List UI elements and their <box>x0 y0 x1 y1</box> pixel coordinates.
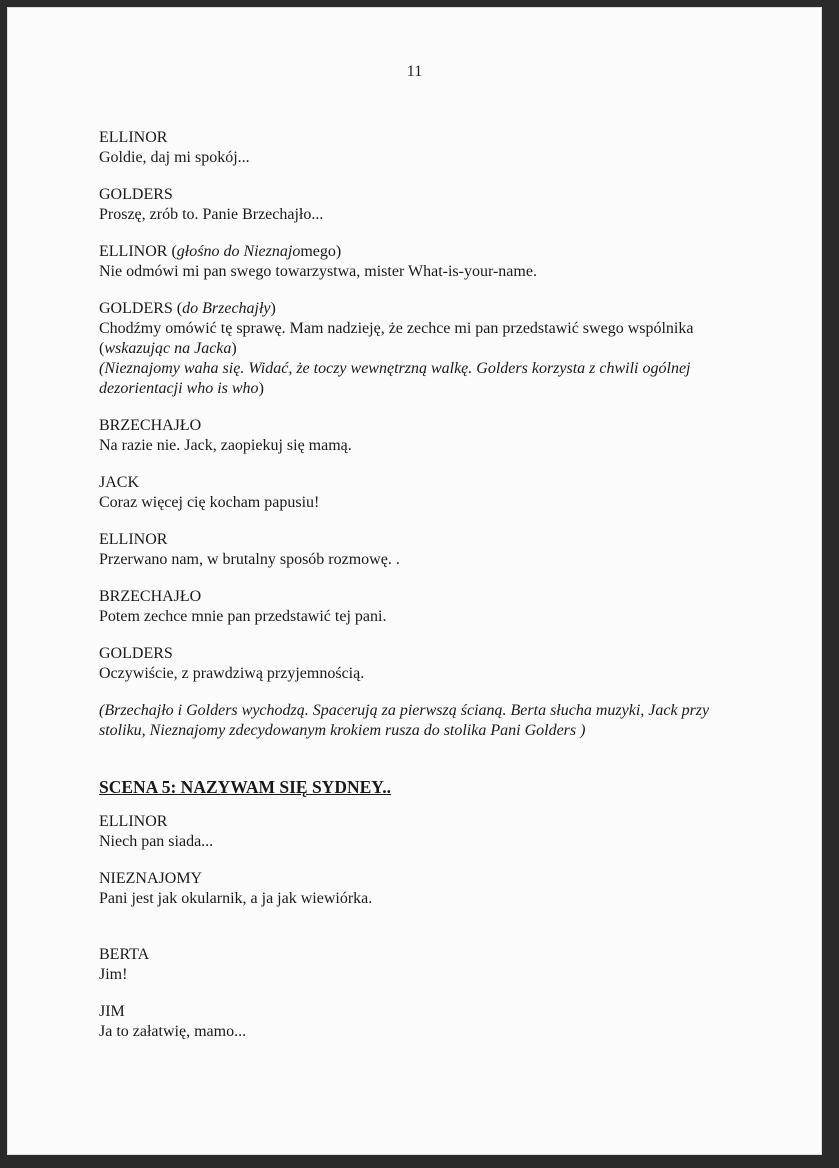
scene-title: SCENA 5: NAZYWAM SIĘ SYDNEY.. <box>99 777 392 797</box>
script-content <box>99 128 739 1059</box>
dialogue-entry <box>99 185 739 225</box>
aside-close: ) <box>231 340 237 357</box>
dialogue-line: Coraz więcej cię kocham papusiu! <box>99 494 320 511</box>
direction-close: ) <box>258 380 264 397</box>
dialogue-entry <box>99 812 739 852</box>
speaker-name: GOLDERS <box>99 186 173 203</box>
dialogue-entry <box>99 869 739 909</box>
dialogue-line: Goldie, daj mi spokój... <box>99 149 250 166</box>
speaker-note-open: ( <box>167 243 177 260</box>
document-page <box>7 7 822 1155</box>
dialogue-line: Oczywiście, z prawdziwą przyjemnością. <box>99 665 365 682</box>
speaker-name: NIEZNAJOMY <box>99 870 203 887</box>
speaker-note-italic: głośno do Nieznajo <box>176 243 301 260</box>
speaker-heading <box>99 242 739 262</box>
speaker-name: GOLDERS <box>99 645 173 662</box>
speaker-name: BERTA <box>99 946 150 963</box>
speaker-name: JIM <box>99 1003 125 1020</box>
dialogue-line: Proszę, zrób to. Panie Brzechajło... <box>99 206 324 223</box>
speaker-heading <box>99 299 739 319</box>
speaker-name: ELLINOR <box>99 813 168 830</box>
direction-italic: Nieznajomy waha się. Widać, że toczy wewnętrzną walkę. Golders korzysta z chwili ogólnej dezorientacji who is who <box>99 360 691 397</box>
dialogue-line: Niech pan siada... <box>99 833 214 850</box>
speaker-name: ELLINOR <box>99 243 168 260</box>
speaker-name: JACK <box>99 474 140 491</box>
dialogue-entry <box>99 128 739 168</box>
dialogue-line: Ja to załatwię, mamo... <box>99 1023 247 1040</box>
speaker-note-open: ( <box>172 300 183 317</box>
dialogue-line: Pani jest jak okularnik, a ja jak wiewiórka. <box>99 890 373 907</box>
speaker-name: ELLINOR <box>99 531 168 548</box>
speaker-name: BRZECHAJŁO <box>99 588 202 605</box>
speaker-note-plain: mego) <box>300 243 342 260</box>
dialogue-entry <box>99 945 739 985</box>
dialogue-line: Potem zechce mnie pan przedstawić tej pani. <box>99 608 387 625</box>
dialogue-entry <box>99 473 739 513</box>
aside-open: ( <box>99 340 105 357</box>
dialogue-line: Jim! <box>99 966 128 983</box>
speaker-name: ELLINOR <box>99 129 168 146</box>
dialogue-entry <box>99 242 739 282</box>
dialogue-entry <box>99 530 739 570</box>
dialogue-entry <box>99 1002 739 1042</box>
dialogue-line: Chodźmy omówić tę sprawę. Mam nadzieję, że zechce mi pan przedstawić swego wspólnika <box>99 320 694 337</box>
inline-stage-direction <box>99 359 739 399</box>
dialogue-line: Nie odmówi mi pan swego towarzystwa, mister What-is-your-name. <box>99 263 537 280</box>
dialogue-line: Przerwano nam, w brutalny sposób rozmowę. . <box>99 551 400 568</box>
speaker-note-italic: do Brzechajły <box>182 300 271 317</box>
stage-direction: (Brzechajło i Golders wychodzą. Spacerują za pierwszą ścianą. Berta słucha muzyki, Jack przy stoliku, Nieznajomy zdecydowanym krokiem rusza do stolika Pani Golders ) <box>99 702 710 739</box>
dialogue-line: Na razie nie. Jack, zaopiekuj się mamą. <box>99 437 352 454</box>
dialogue-entry <box>99 416 739 456</box>
page-number: 11 <box>406 63 423 80</box>
speaker-name: GOLDERS <box>99 300 173 317</box>
dialogue-entry <box>99 299 739 399</box>
aside-note <box>99 339 739 359</box>
dialogue-entry <box>99 587 739 627</box>
aside-italic: wskazując na Jacka <box>104 340 232 357</box>
speaker-name: BRZECHAJŁO <box>99 417 202 434</box>
dialogue-entry <box>99 644 739 684</box>
direction-open: ( <box>99 360 105 377</box>
speaker-note-close: ) <box>270 300 276 317</box>
